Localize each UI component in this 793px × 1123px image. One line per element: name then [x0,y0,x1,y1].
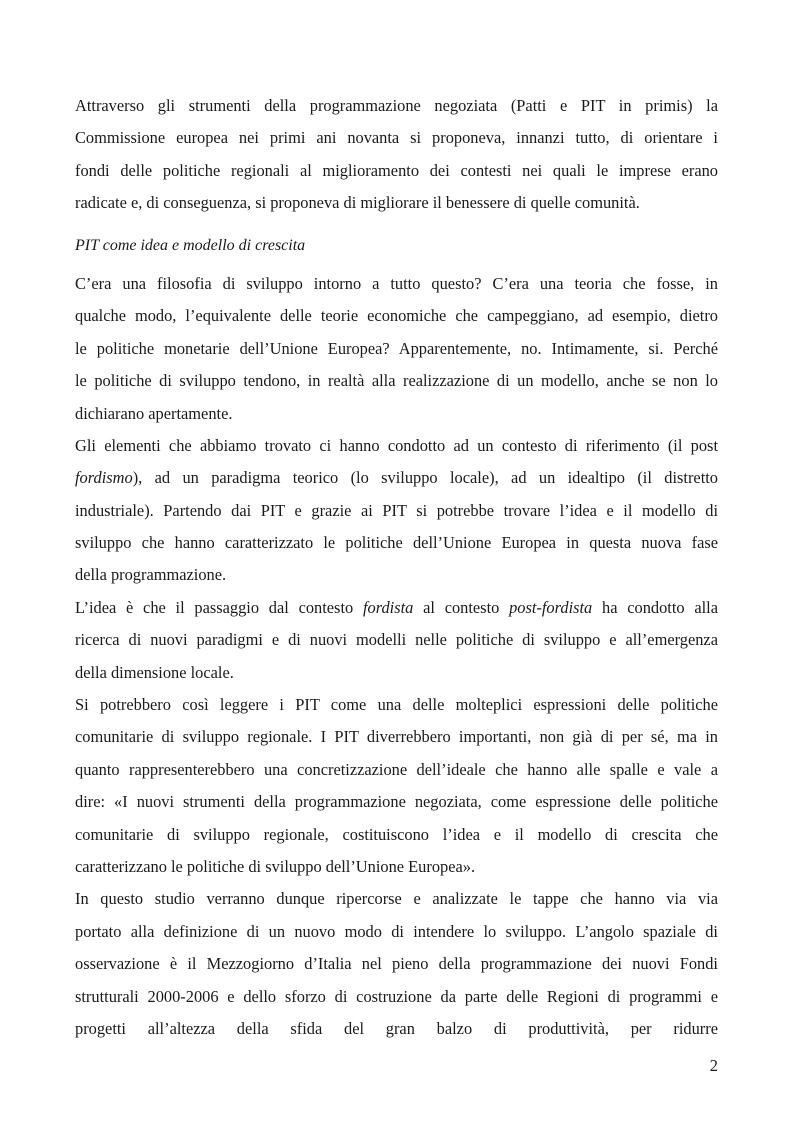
paragraph-1 [75,90,718,220]
paragraph-3 [75,430,718,592]
paragraph-line: Commissione europea nei primi ani novanta si proponeva, innanzi tutto, di orientare i [75,128,718,148]
italic-term: fordismo [75,468,133,488]
paragraph-line [75,462,718,494]
paragraph-line: le politiche monetarie dell’Unione Europea? Apparentemente, no. Intimamente, si. Perché [75,338,718,358]
paragraph-line: portato alla definizione di un nuovo modo di intendere lo sviluppo. L’angolo spaziale di [75,921,718,941]
paragraph-line: Attraverso gli strumenti della programmazione negoziata (Patti e PIT in primis) la [75,96,718,115]
paragraph-line: dire: «I nuovi strumenti della programmazione negoziata, come espressione delle politiche [75,792,718,812]
paragraph-line: industriale). Partendo dai PIT e grazie ai PIT si potrebbe trovare l’idea e il modello di [75,500,718,520]
paragraph-text: L’idea è che il passaggio dal contesto [75,597,363,617]
italic-term: post-fordista [509,597,593,617]
paragraph-5 [75,689,718,883]
paragraph-text: ), ad un paradigma teorico (lo sviluppo locale), ad un idealtipo (il distretto [132,468,718,488]
paragraph-line: caratterizzano le politiche di sviluppo dell’Unione Europea». [75,856,476,876]
section-heading: PIT come idea e modello di crescita [75,236,306,254]
paragraph-line: quanto rappresenterebbero una concretizzazione dell’ideale che hanno alle spalle e vale a [75,759,718,779]
paragraph-2 [75,268,718,430]
paragraph-text: ha condotto alla [592,597,719,617]
paragraph-line [75,592,718,624]
paragraph-line: radicate e, di conseguenza, si proponeva di migliorare il benessere di quelle comunità. [75,193,640,213]
page-number: 2 [709,1056,718,1075]
italic-term: fordista [362,597,414,617]
paragraph-line: comunitarie di sviluppo regionale. I PIT diverrebbero importanti, non già di per sé, ma in [75,727,718,747]
paragraph-line: osservazione è il Mezzogiorno d’Italia nel pieno della programmazione dei nuovi Fondi [75,954,718,974]
paragraph-line: fondi delle politiche regionali al miglioramento dei contesti nei quali le imprese erano [75,160,718,180]
paragraph-line: sviluppo che hanno caratterizzato le politiche dell’Unione Europea in questa nuova fase [75,533,718,553]
paragraph-6 [75,883,718,1045]
paragraph-line: Si potrebbero così leggere i PIT come una delle molteplici espressioni delle politiche [75,695,718,715]
paragraph-line: della programmazione. [75,565,227,585]
paragraph-text: al contesto [413,597,510,617]
paragraph-line: dichiarano apertamente. [75,403,233,423]
document-body [75,90,718,1045]
paragraph-line: strutturali 2000-2006 e dello sforzo di costruzione da parte delle Regioni di programmi e [75,986,718,1006]
paragraph-line: qualche modo, l’equivalente delle teorie economiche che campeggiano, ad esempio, dietro [75,306,718,326]
paragraph-line: ricerca di nuovi paradigmi e di nuovi modelli nelle politiche di sviluppo e all’emergenza [75,630,718,650]
paragraph-line: comunitarie di sviluppo regionale, costituiscono l’idea e il modello di crescita che [75,824,718,844]
paragraph-line: progetti all’altezza della sfida del gran balzo di produttività, per ridurre [75,1018,718,1038]
paragraph-line: della dimensione locale. [75,662,234,682]
paragraph-line: le politiche di sviluppo tendono, in realtà alla realizzazione di un modello, anche se non lo [75,371,718,391]
paragraph-line: In questo studio verranno dunque ripercorse e analizzate le tappe che hanno via via [75,889,718,909]
paragraph-line: Gli elementi che abbiamo trovato ci hanno condotto ad un contesto di riferimento (il post [75,435,718,455]
paragraph-4 [75,592,718,689]
paragraph-line: C’era una filosofia di sviluppo intorno a tutto questo? C’era una teoria che fosse, in [75,273,718,293]
